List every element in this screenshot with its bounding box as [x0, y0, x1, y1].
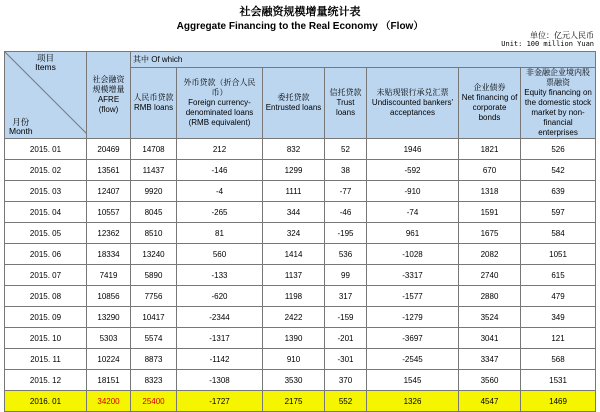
value-cell: 99: [325, 265, 367, 286]
table-row: [5, 181, 596, 202]
month-cell: 2015. 07: [5, 265, 87, 286]
value-cell: 12407: [87, 181, 131, 202]
value-cell: -195: [325, 223, 367, 244]
value-cell: 479: [521, 286, 596, 307]
month-cell: 2015. 03: [5, 181, 87, 202]
value-cell: 597: [521, 202, 596, 223]
corner-item-cn: 项目: [36, 53, 54, 63]
col-header-trust-loans: 信托贷款 Trust loans: [325, 68, 367, 139]
value-cell: -74: [367, 202, 459, 223]
value-cell: 1675: [459, 223, 521, 244]
value-cell: -133: [177, 265, 263, 286]
value-cell: 9920: [131, 181, 177, 202]
value-cell: 1946: [367, 139, 459, 160]
afre-table: [4, 51, 596, 412]
table-row: [5, 391, 596, 412]
value-cell: 121: [521, 328, 596, 349]
value-cell: 212: [177, 139, 263, 160]
value-cell: 2880: [459, 286, 521, 307]
value-cell: 584: [521, 223, 596, 244]
value-cell: 1591: [459, 202, 521, 223]
value-cell: -146: [177, 160, 263, 181]
value-cell: -46: [325, 202, 367, 223]
month-cell: 2015. 01: [5, 139, 87, 160]
value-cell: -77: [325, 181, 367, 202]
col-header-foreign-loans: 外币贷款（折合人民币） Foreign currency-denominated loans (RMB equivalent): [177, 68, 263, 139]
value-cell: 25400: [131, 391, 177, 412]
value-cell: 11437: [131, 160, 177, 181]
value-cell: 1414: [263, 244, 325, 265]
value-cell: 961: [367, 223, 459, 244]
title-en: Aggregate Financing to the Real Economy （Flow）: [176, 21, 424, 32]
value-cell: 3524: [459, 307, 521, 328]
value-cell: 4547: [459, 391, 521, 412]
value-cell: 5303: [87, 328, 131, 349]
value-cell: 18151: [87, 370, 131, 391]
value-cell: 560: [177, 244, 263, 265]
value-cell: 13290: [87, 307, 131, 328]
month-cell: 2015. 04: [5, 202, 87, 223]
value-cell: 3041: [459, 328, 521, 349]
value-cell: 3530: [263, 370, 325, 391]
value-cell: 615: [521, 265, 596, 286]
value-cell: 1111: [263, 181, 325, 202]
value-cell: 8045: [131, 202, 177, 223]
value-cell: 526: [521, 139, 596, 160]
value-cell: 344: [263, 202, 325, 223]
table-row: [5, 223, 596, 244]
corner-item-en: Items: [35, 62, 56, 72]
table-row: [5, 202, 596, 223]
col-header-bankers-acceptances: 未贴现银行承兑汇票 Undiscounted bankers' acceptances: [367, 68, 459, 139]
col-header-afre: 社会融资规模增量 AFRE (flow): [87, 52, 131, 139]
month-cell: 2015. 12: [5, 370, 87, 391]
value-cell: -1308: [177, 370, 263, 391]
value-cell: 1318: [459, 181, 521, 202]
value-cell: 670: [459, 160, 521, 181]
value-cell: 3560: [459, 370, 521, 391]
value-cell: -3697: [367, 328, 459, 349]
month-cell: 2015. 08: [5, 286, 87, 307]
value-cell: -1142: [177, 349, 263, 370]
value-cell: -1317: [177, 328, 263, 349]
month-cell: 2015. 05: [5, 223, 87, 244]
month-cell: 2015. 11: [5, 349, 87, 370]
col-header-rmb-loans: 人民币贷款 RMB loans: [131, 68, 177, 139]
value-cell: 5574: [131, 328, 177, 349]
unit-cn: 单位：亿元人民币: [530, 31, 594, 40]
table-row: [5, 139, 596, 160]
corner-month-cn: 月份: [12, 117, 30, 127]
value-cell: 910: [263, 349, 325, 370]
value-cell: 52: [325, 139, 367, 160]
value-cell: 1469: [521, 391, 596, 412]
value-cell: 1390: [263, 328, 325, 349]
value-cell: 1531: [521, 370, 596, 391]
value-cell: 7419: [87, 265, 131, 286]
month-cell: 2015. 02: [5, 160, 87, 181]
value-cell: -2344: [177, 307, 263, 328]
value-cell: 12362: [87, 223, 131, 244]
header-corner: [5, 52, 87, 139]
col-header-equity-financing: 非金融企业境内股票融资 Equity financing on the domestic stock market by non-financial enterprises: [521, 68, 596, 139]
value-cell: 536: [325, 244, 367, 265]
value-cell: 38: [325, 160, 367, 181]
table-row: [5, 160, 596, 181]
month-cell: 2015. 06: [5, 244, 87, 265]
value-cell: 8323: [131, 370, 177, 391]
value-cell: 13561: [87, 160, 131, 181]
value-cell: -1727: [177, 391, 263, 412]
value-cell: 10856: [87, 286, 131, 307]
value-cell: 1326: [367, 391, 459, 412]
value-cell: 1545: [367, 370, 459, 391]
value-cell: 2175: [263, 391, 325, 412]
value-cell: 568: [521, 349, 596, 370]
value-cell: -265: [177, 202, 263, 223]
month-cell: 2015. 09: [5, 307, 87, 328]
value-cell: 13240: [131, 244, 177, 265]
value-cell: 1137: [263, 265, 325, 286]
value-cell: 34200: [87, 391, 131, 412]
value-cell: 18334: [87, 244, 131, 265]
table-row: [5, 328, 596, 349]
value-cell: 2740: [459, 265, 521, 286]
value-cell: -159: [325, 307, 367, 328]
value-cell: -1577: [367, 286, 459, 307]
table-row: [5, 370, 596, 391]
value-cell: 10417: [131, 307, 177, 328]
value-cell: 2082: [459, 244, 521, 265]
value-cell: -301: [325, 349, 367, 370]
value-cell: 324: [263, 223, 325, 244]
value-cell: 10224: [87, 349, 131, 370]
value-cell: 8510: [131, 223, 177, 244]
value-cell: -910: [367, 181, 459, 202]
value-cell: 2422: [263, 307, 325, 328]
value-cell: 542: [521, 160, 596, 181]
value-cell: 81: [177, 223, 263, 244]
value-cell: 1299: [263, 160, 325, 181]
value-cell: 370: [325, 370, 367, 391]
value-cell: -1028: [367, 244, 459, 265]
month-cell: 2016. 01: [5, 391, 87, 412]
value-cell: 7756: [131, 286, 177, 307]
value-cell: 1051: [521, 244, 596, 265]
corner-month-en: Month: [9, 126, 33, 136]
table-row: [5, 244, 596, 265]
value-cell: 639: [521, 181, 596, 202]
value-cell: 8873: [131, 349, 177, 370]
value-cell: 349: [521, 307, 596, 328]
group-header: 其中 Of which: [131, 52, 596, 68]
value-cell: 5890: [131, 265, 177, 286]
col-header-entrusted-loans: 委托贷款 Entrusted loans: [263, 68, 325, 139]
value-cell: 20469: [87, 139, 131, 160]
month-cell: 2015. 10: [5, 328, 87, 349]
table-row: [5, 307, 596, 328]
col-header-corporate-bonds: 企业债券 Net financing of corporate bonds: [459, 68, 521, 139]
title-cn: 社会融资规模增量统计表: [239, 5, 361, 18]
value-cell: -2545: [367, 349, 459, 370]
value-cell: 317: [325, 286, 367, 307]
value-cell: 1821: [459, 139, 521, 160]
value-cell: 552: [325, 391, 367, 412]
value-cell: -4: [177, 181, 263, 202]
table-row: [5, 265, 596, 286]
value-cell: 832: [263, 139, 325, 160]
value-cell: -620: [177, 286, 263, 307]
table-row: [5, 349, 596, 370]
table-row: [5, 286, 596, 307]
value-cell: 1198: [263, 286, 325, 307]
value-cell: 10557: [87, 202, 131, 223]
value-cell: -201: [325, 328, 367, 349]
value-cell: -3317: [367, 265, 459, 286]
value-cell: -592: [367, 160, 459, 181]
value-cell: 3347: [459, 349, 521, 370]
value-cell: 14708: [131, 139, 177, 160]
value-cell: -1279: [367, 307, 459, 328]
unit-en: Unit: 100 million Yuan: [501, 40, 594, 48]
